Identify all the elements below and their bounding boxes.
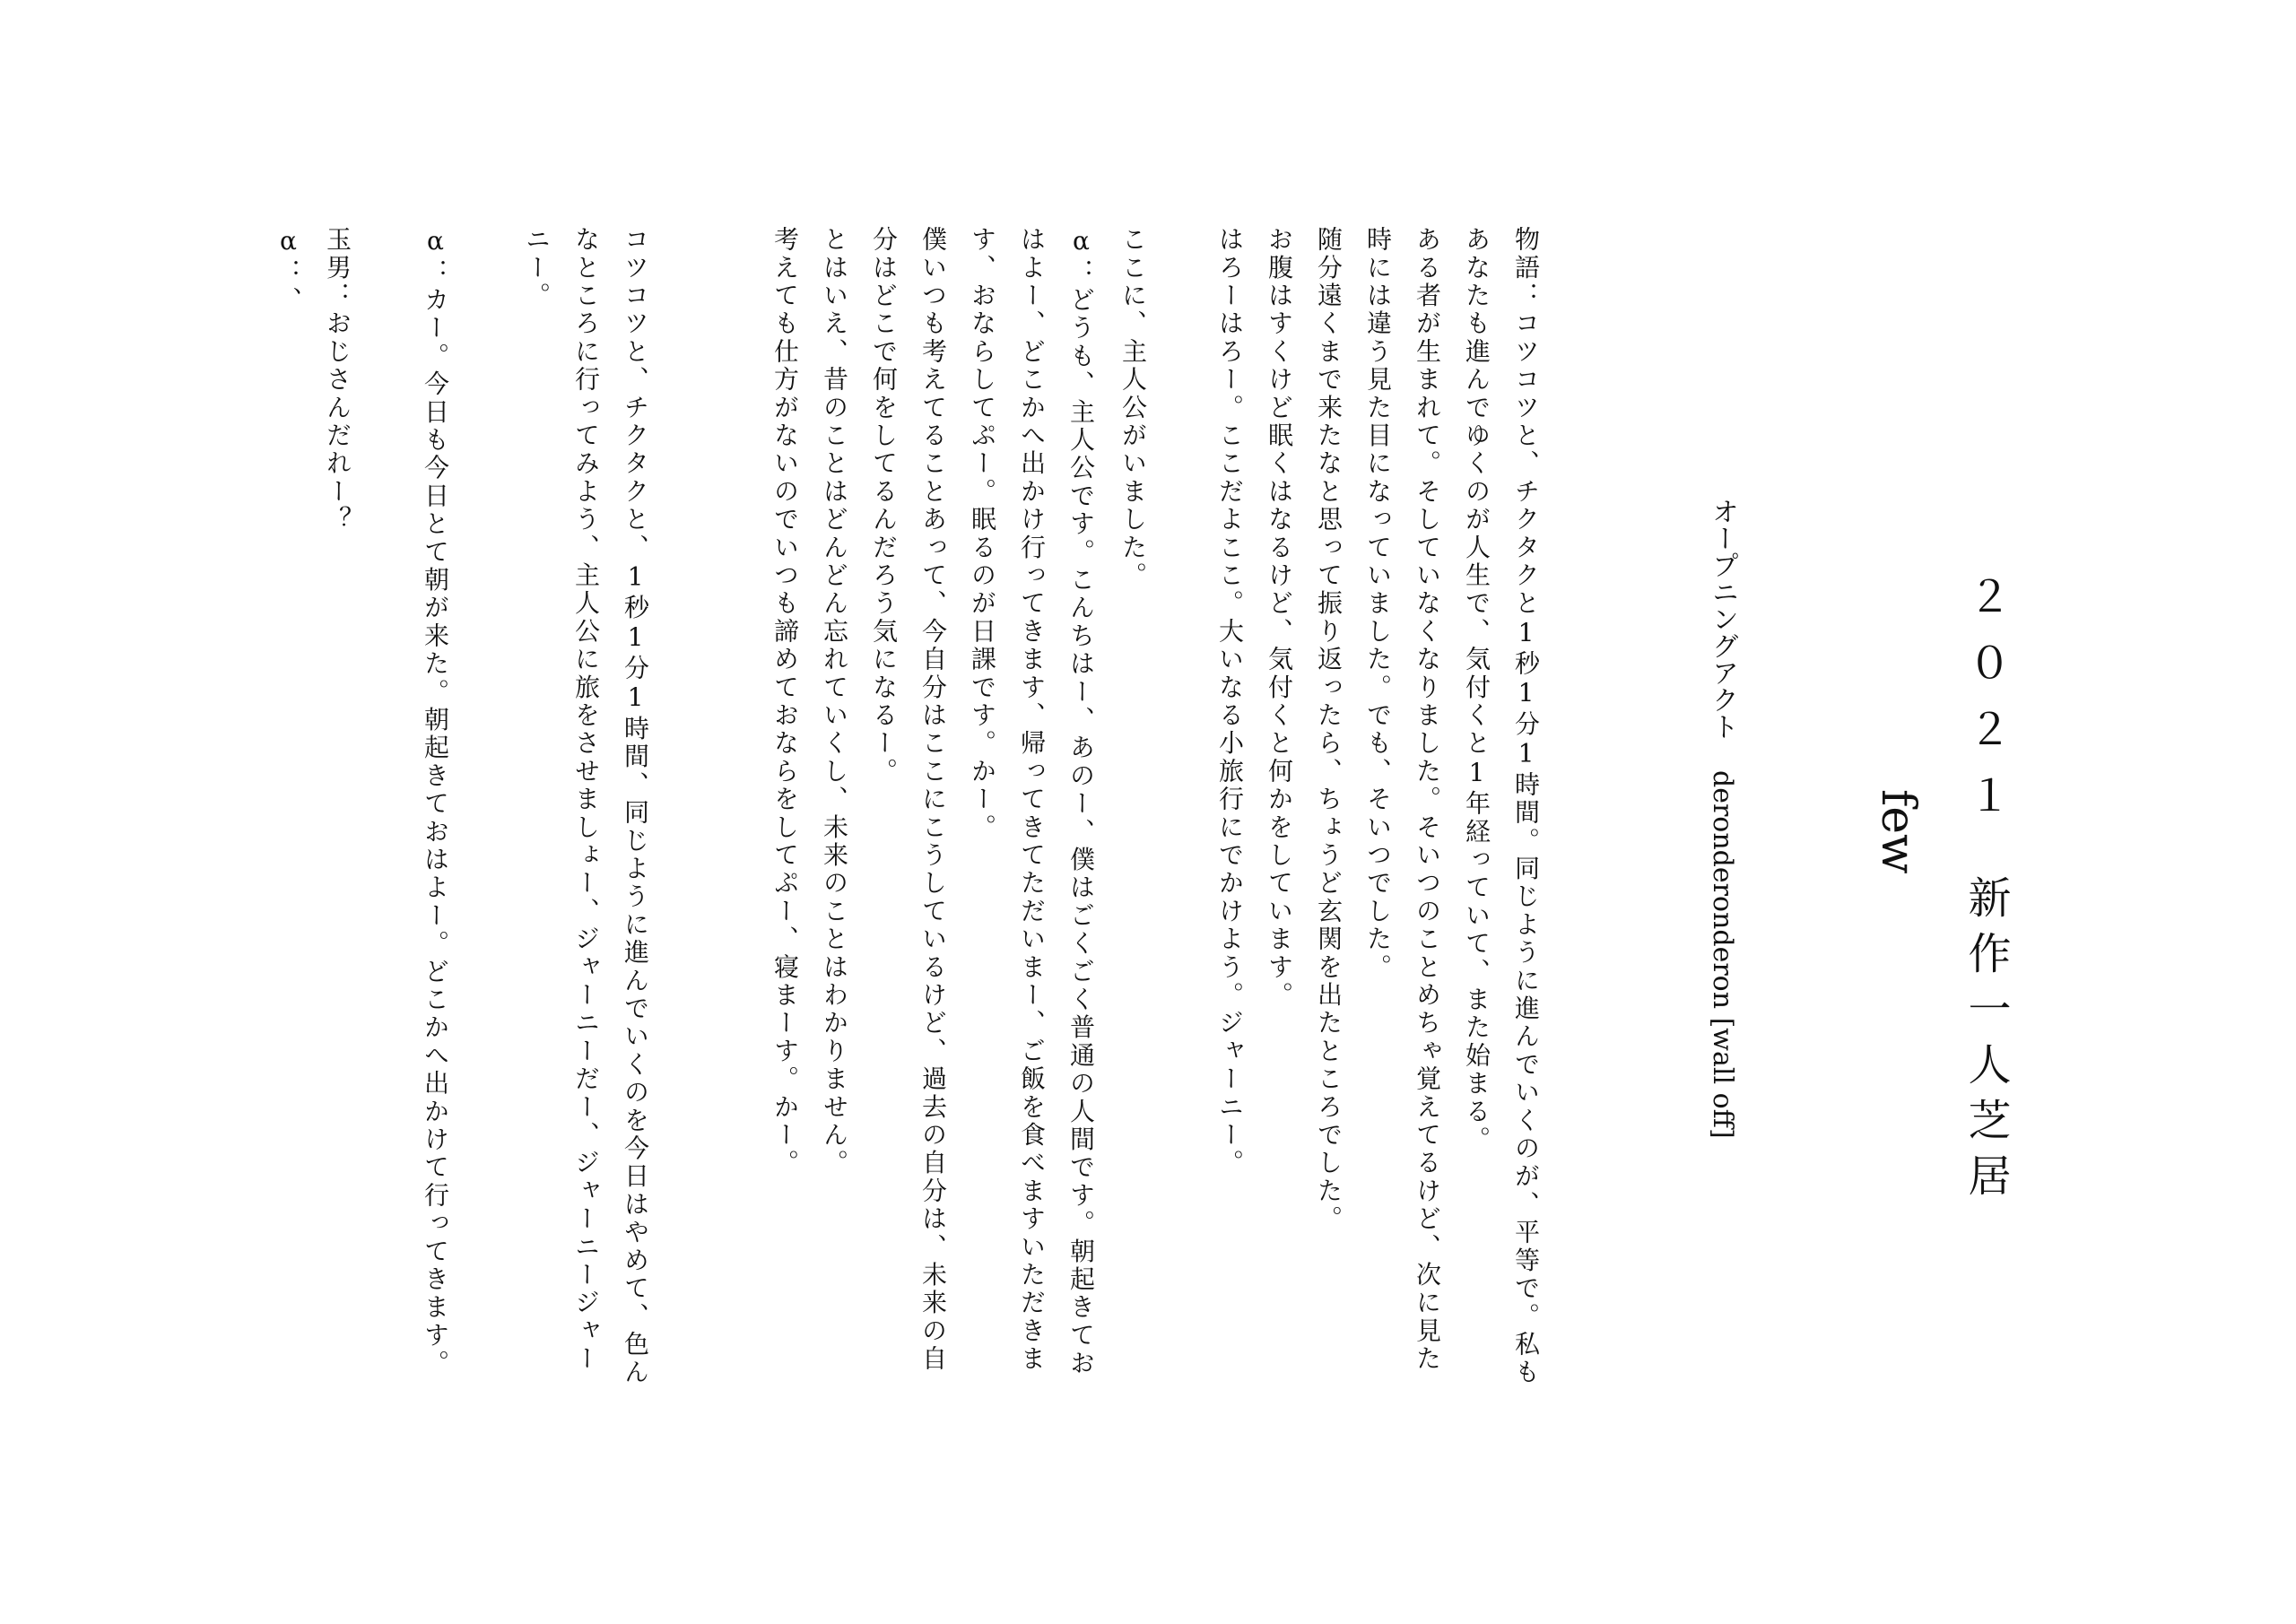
title-heading [1959,574,2013,1209]
dialogue-block-alpha [411,226,460,1401]
text-line: 時には違う見た目になっていました。でも、そいつでした。 [1363,226,1393,982]
opening-act-performer: deronderonderon [wall off] [1707,770,1738,1139]
text-line: 僕いつも考えてることあって、今自分はここにこうしているけど、過去の自分は、未来の自 [918,226,948,1374]
text-line: なところに行ってみよう、主人公に旅をさせましょー、ジャーニーだー、ジャーニージャー [571,226,601,1374]
text-line: コツコツと、チクタクと、1秒1分1時間、同じように進んでいくのを今日はやめて、色ん [621,226,650,1387]
text-line: α：どうも、主人公です。こんちはー、あのー、僕はごくごく普通の人間です。朝起きてお [1066,226,1096,1378]
text-line: ここに、主人公がいました。 [1118,226,1148,590]
text-line: はろーはろー。ここだよここ。大いなる小旅行にでかけよう。ジャーニー。 [1215,226,1245,1177]
dialogue-block-alpha [761,226,1106,1401]
text-line: 分はどこで何をしてるんだろう気になるー。 [869,226,899,786]
text-line: 玉男：おじさんだれー？ [323,226,352,534]
text-line: お腹はすくけど眠くはなるけど、気付くと何かをしています。 [1265,226,1294,1010]
title-year: ２０２１ [1961,574,2011,839]
narration-block [512,226,660,1401]
text-line: ある者が生まれて。そしていなくなりました。そいつのことめちゃ覚えてるけど、次に見た [1413,226,1442,1374]
text-line: す、おならしてぷー。眠るのが日課です。かー。 [968,226,997,842]
dialogue-block-tamao [264,226,362,1401]
opening-act-label: オープニングアクト [1707,498,1738,740]
text-line: はよー、どこかへ出かけ行ってきます、帰ってきてただいまー、ご飯を食べますいただきま [1017,226,1047,1374]
text-line: α：、 [274,226,303,315]
text-line: あなたも進んでゆくのが人生で、気付くと1年経っていて、また始まる。 [1462,226,1492,1154]
text-line: 物語：コツコツと、チクタクと1秒1分1時間。同じように進んでいくのが、平等で。私も [1511,226,1541,1387]
text-line: ニー。 [522,226,552,310]
text-line: 随分遠くまで来たなと思って振り返ったら、ちょうど玄関を出たところでした。 [1314,226,1344,1234]
text-line: 考えても仕方がないのでいつも諦めておならをしてぷー、寝まーす。かー。 [770,226,800,1177]
title-name: few [1871,789,1925,874]
title-main: 新作一人芝居 [1961,875,2011,1209]
stage-direction-block [1109,226,1158,1401]
opening-act-credit [1704,498,1740,1139]
text-line: とはいえ、昔のことはどんどん忘れていくし、未来のことはわかりません。 [820,226,849,1177]
narration-block [1205,226,1551,1401]
text-line: α：カー。今日も今日とて朝が来た。朝起きておはよー。どこかへ出かけて行ってきます。 [421,226,450,1378]
